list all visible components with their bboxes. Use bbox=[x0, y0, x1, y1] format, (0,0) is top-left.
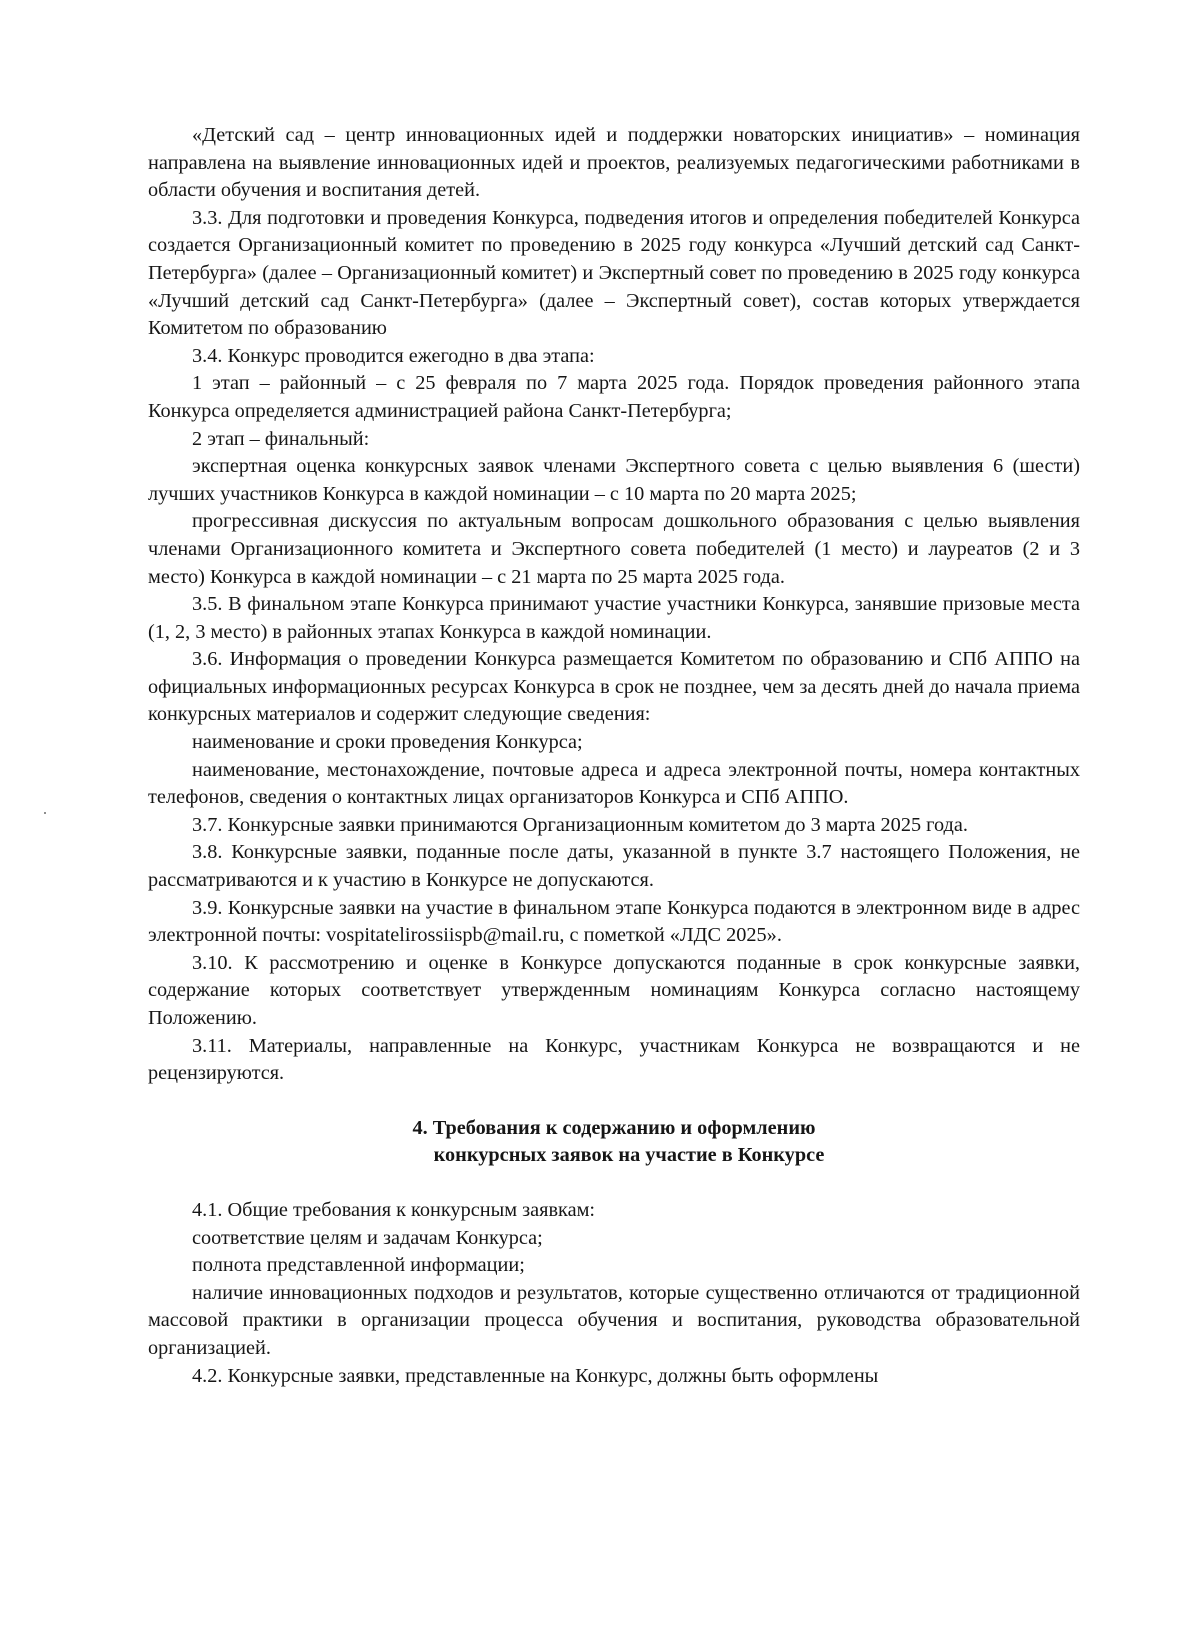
scan-speck bbox=[44, 812, 46, 814]
paragraph: экспертная оценка конкурсных заявок членами Экспертного совета с целью выявления 6 (шести) лучших участников Конкурса в каждой номинации – с 10 марта по 20 марта 2025; bbox=[148, 455, 1080, 505]
paragraph: соответствие целям и задачам Конкурса; bbox=[192, 1226, 543, 1249]
paragraph: прогрессивная дискуссия по актуальным вопросам дошкольного образования с целью выявления членами Организационного комитета и Экспертного совета победителей (1 место) и лауреатов (2 и 3 место) Конкурса в каждой номинации – с 21 марта по 25 марта 2025 года. bbox=[148, 510, 1080, 588]
document-body bbox=[148, 122, 1080, 1390]
paragraph: 3.7. Конкурсные заявки принимаются Организационным комитетом до 3 марта 2025 года. bbox=[192, 813, 968, 836]
paragraph: 3.11. Материалы, направленные на Конкурс, участникам Конкурса не возвращаются и не рецензируются. bbox=[148, 1034, 1080, 1085]
paragraph: 3.3. Для подготовки и проведения Конкурса, подведения итогов и определения победителей Конкурса создается Организационный комитет по проведению в 2025 году конкурса «Лучший детский сад Санкт-Петербурга» (далее – Организационный комитет) и Экспертный совет по проведению в 2025 году конкурса «Лучший детский сад Санкт-Петербурга» (далее – Экспертный совет), состав которых утверждается Комитетом по образованию bbox=[148, 206, 1080, 340]
section-4-heading-line-2: конкурсных заявок на участие в Конкурсе bbox=[433, 1144, 825, 1167]
paragraph: 1 этап – районный – с 25 февраля по 7 марта 2025 года. Порядок проведения районного этапа Конкурса определяется администрацией района Санкт-Петербурга; bbox=[148, 372, 1080, 422]
paragraph: 4.2. Конкурсные заявки, представленные на Конкурс, должны быть оформлены bbox=[192, 1364, 879, 1387]
paragraph: 2 этап – финальный: bbox=[192, 427, 370, 450]
paragraph: 3.8. Конкурсные заявки, поданные после даты, указанной в пункте 3.7 настоящего Положения, не рассматриваются и к участию в Конкурсе не допускаются. bbox=[148, 841, 1080, 892]
paragraph: 3.6. Информация о проведении Конкурса размещается Комитетом по образованию и СПб АППО на официальных информационных ресурсах Конкурса в срок не позднее, чем за десять дней до начала приема конкурсных материалов и содержит следующие сведения: bbox=[148, 648, 1080, 726]
paragraph: 3.9. Конкурсные заявки на участие в финальном этапе Конкурса подаются в электронном виде в адрес электронной почты: vospitatelirossiispb@mail.ru, с пометкой «ЛДС 2025». bbox=[148, 896, 1080, 947]
paragraph: 3.10. К рассмотрению и оценке в Конкурсе допускаются поданные в срок конкурсные заявки, содержание которых соответствует утвержденным номинациям Конкурса согласно настоящему Положению. bbox=[148, 951, 1080, 1029]
paragraph: «Детский сад – центр инновационных идей и поддержки новаторских инициатив» – номинация направлена на выявление инновационных идей и проектов, реализуемых педагогическими работниками в области обучения и воспитания детей. bbox=[148, 124, 1080, 202]
paragraph: наименование, местонахождение, почтовые адреса и адреса электронной почты, номера контактных телефонов, сведения о контактных лицах организаторов Конкурса и СПб АППО. bbox=[148, 758, 1080, 809]
paragraph: 3.4. Конкурс проводится ежегодно в два этапа: bbox=[192, 344, 595, 367]
paragraph: 4.1. Общие требования к конкурсным заявкам: bbox=[192, 1198, 596, 1221]
section-4-text bbox=[148, 1197, 1080, 1390]
paragraph: наличие инновационных подходов и результатов, которые существенно отличаются от традиционной массовой практики в организации процесса обучения и воспитания, руководства образовательной организацией. bbox=[148, 1281, 1080, 1359]
paragraph: 3.5. В финальном этапе Конкурса принимают участие участники Конкурса, занявшие призовые места (1, 2, 3 место) в районных этапах Конкурса в каждой номинации. bbox=[148, 593, 1080, 643]
section-3-text bbox=[148, 122, 1080, 1088]
section-4-heading bbox=[148, 1115, 1080, 1170]
section-4-heading-line-1: 4. Требования к содержанию и оформлению bbox=[412, 1116, 816, 1139]
paragraph: полнота представленной информации; bbox=[192, 1254, 525, 1277]
paragraph: наименование и сроки проведения Конкурса; bbox=[192, 731, 583, 754]
